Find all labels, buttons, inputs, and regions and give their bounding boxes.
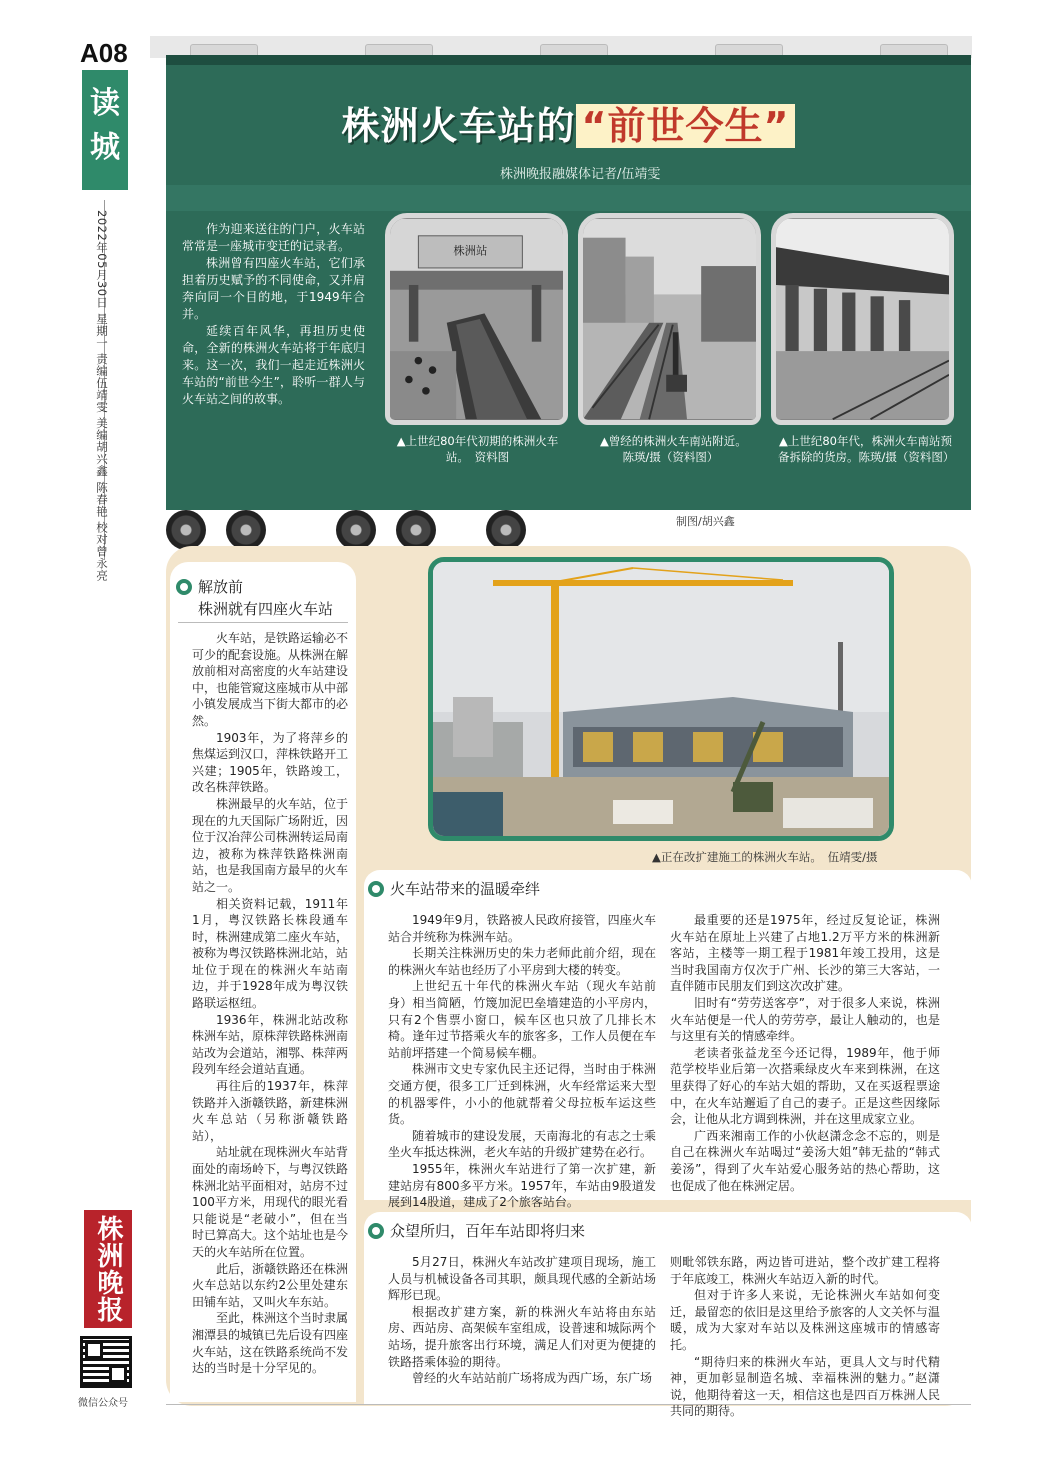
paragraph: 1949年9月，铁路被人民政府接管，四座火车站合并统称为株洲车站。 [388, 913, 656, 944]
paragraph: 最重要的还是1975年，经过反复论证，株洲火车站在原址上兴建了占地1.2万平方米的株洲新客站，主楼等一期工程于1981年竣工投用，这是当时我国南方仅次于广州、长沙的第三大客站，一直伴随市民朋友们到这次改扩建。 [670, 913, 940, 994]
edition-meta: 2022年05月30日 星期一 责编伍靖雯 美编胡兴鑫 陈春艳 校对曾永亮 [95, 210, 109, 582]
intro-paragraph: 株洲曾有四座火车站，它们承担着历史赋予的不同使命，又并肩奔向同一个目的地，于1949年合并。 [182, 256, 365, 321]
train-stripe [166, 185, 971, 211]
section1-body [192, 630, 348, 1377]
station-sign: 株洲站 [453, 243, 488, 258]
paragraph: 旧时有“劳劳送客亭”，对于很多人来说，株洲火车站便是一代人的劳劳亭，最让人触动的，也是与这里有关的情感牵绊。 [670, 995, 940, 1044]
paragraph: 随着城市的建设发展，天南海北的有志之士乘坐火车抵达株洲，老火车站的升级扩建势在必行。 [388, 1128, 656, 1160]
photo-caption: ▲上世纪80年代，株洲火车南站预备拆除的货房。陈瑛/摄（资料图） [778, 434, 955, 464]
paragraph: 根据改扩建方案，新的株洲火车站将由东站房、西站房、高架候车室组成，设普速和城际两个站场，提升旅客出行环境，满足人们对更为便捷的铁路搭乘体验的期待。 [388, 1304, 656, 1369]
paragraph: 1955年，株洲火车站进行了第一次扩建，新建站房有800多平方米。1957年，车站由9股道发展到14股道，建成了2个旅客站台。 [388, 1161, 656, 1210]
paragraph: 此后，浙赣铁路还在株洲火车总站以东约2公里处建东田铺车站，又叫火车东站。 [192, 1261, 349, 1309]
wheel-icon [486, 510, 526, 550]
paragraph: 火车站，是铁路运输必不可少的配套设施。从株洲在解放前相对高密度的火车站建设中，也能管窥这座城市从中部小镇发展成当下街大都市的必然。 [192, 631, 349, 728]
section-tab: 读城 [82, 70, 128, 190]
photo-caption: ▲上世纪80年代初期的株洲火车站。 资料图 [396, 434, 559, 464]
wheel-icon [336, 510, 376, 550]
section1-subheading: 株洲就有四座火车站 [198, 600, 334, 618]
paragraph: 老读者张益龙至今还记得，1989年，他于师范学校毕业后第一次搭乘绿皮火车来到株洲，在这里获得了好心的车站大姐的帮助，又在买返程票途中，在火车站邂逅了自己的妻子。正是这些因缘际会，让他从北方调到株洲，并在这里成家立业。 [670, 1045, 940, 1127]
wheel-icon [166, 510, 206, 550]
intro-paragraph: 延续百年风华，再担历史使命，全新的株洲火车站将于年底归来。这一次，我们一起走近株洲火车站的“前世今生”，聆听一群人与火车站之间的故事。 [182, 324, 365, 406]
construction-image [433, 562, 889, 836]
page-number: A08 [80, 38, 128, 68]
paragraph: 则毗邻铁东路，两边皆可进站，整个改扩建工程将于年底竣工，株洲火车站迈入新的时代。 [670, 1255, 940, 1286]
warehouse-image [776, 218, 949, 420]
paragraph: “期待归来的株洲火车站，更具人文与时代精神，更加彰显制造名城、幸福株洲的魅力。”赵潇说，他期待着这一天，相信这也是四百万株洲人民共同的期待。 [670, 1354, 940, 1419]
bottom-rule [166, 1404, 971, 1405]
south-station-image [583, 218, 756, 420]
photo-caption: ▲正在改扩建施工的株洲火车站。 伍靖雯/摄 [652, 850, 878, 864]
paragraph: 长期关注株洲历史的朱力老师此前介绍，现在的株洲火车站也经历了小平房到大楼的转变。 [388, 946, 656, 977]
ring-bullet-icon [368, 1223, 384, 1239]
photo-old-station[interactable] [385, 213, 568, 425]
art-credit: 制图/胡兴鑫 [676, 515, 735, 528]
section3-heading: 众望所归，百年车站即将归来 [368, 1222, 585, 1240]
section2-col2 [670, 912, 940, 1194]
section3-col1 [388, 1254, 656, 1387]
section2-heading: 火车站带来的温暖牵绊 [368, 880, 540, 898]
photo-caption: ▲曾经的株洲火车南站附近。 陈瑛/摄（资料图） [599, 434, 765, 464]
section1-heading: 解放前 [176, 578, 243, 596]
divider [178, 622, 348, 623]
title-main: 株洲火车站的 [341, 104, 576, 148]
qr-code-icon[interactable] [80, 1336, 132, 1388]
paragraph: 曾经的火车站站前广场将成为西广场，东广场 [412, 1371, 653, 1386]
photo-south-station[interactable] [578, 213, 761, 425]
section3-col2 [670, 1254, 940, 1420]
paragraph: 1936年，株洲北站改称株洲车站，原株萍铁路株洲南站改为会道站，湘鄂、株萍两段列车经会道站直通。 [192, 1012, 349, 1077]
section2-col1 [388, 912, 656, 1211]
paragraph: 1903年，为了将萍乡的焦煤运到汉口，萍株铁路开工兴建；1905年，铁路竣工，改名株萍铁路。 [192, 730, 349, 795]
title-accent: “前世今生” [576, 104, 796, 148]
paragraph: 但对于许多人来说，无论株洲火车站如何变迁，最留恋的依旧是这里给予旅客的人文关怀与温暖，成为大家对车站以及株洲这座城市的情感寄托。 [670, 1288, 940, 1352]
photo-warehouse[interactable] [771, 213, 954, 425]
paragraph: 站址就在现株洲火车站背面处的南场岭下，与粤汉铁路株洲北站平面相对，站房不过100平方米，用现代的眼光看只能说是“老破小”，但在当时已算高大。这个站址也是今天的火车站所在位置。 [192, 1145, 349, 1259]
paragraph: 广西来湘南工作的小伙赵潇念念不忘的，则是自己在株洲火车站喝过“姜汤大姐”韩无盐的“韩式姜汤”，得到了火车站爱心服务站的热心帮助，这也促成了他在株洲定居。 [670, 1128, 940, 1193]
ring-bullet-icon [368, 881, 384, 897]
intro-paragraph: 作为迎来送往的门户，火车站常常是一座城市变迁的记录者。 [182, 222, 365, 253]
page-title [166, 95, 971, 150]
ring-bullet-icon [176, 579, 192, 595]
old-station-image [390, 218, 563, 420]
paragraph: 株洲市文史专家仇民主还记得，当时由于株洲交通方便，很多工厂迁到株洲，火车经常运来大型的机器零件，小小的他就帮着父母拉板车运这些货。 [388, 1062, 656, 1127]
paragraph: 株洲最早的火车站，位于现在的九天国际广场附近，因位于汉冶萍公司株洲转运局南边，被称为株萍铁路株洲南站，也是我国南方最早的火车站之一。 [192, 796, 349, 894]
paragraph: 至此，株洲这个当时隶属湘潭县的城镇已先后设有四座火车站，这在铁路系统尚不发达的当时是十分罕见的。 [192, 1311, 349, 1376]
paragraph: 相关资料记载，1911年1月，粤汉铁路长株段通车时，株洲建成第二座火车站，被称为粤汉铁路株洲北站，站址位于现在的株洲火车站南边，并于1928年成为粤汉铁路联运枢纽。 [192, 896, 349, 1011]
paragraph: 再往后的1937年，株萍铁路并入浙赣铁路，新建株洲火车总站（另称浙赣铁路站）， [192, 1079, 349, 1143]
train-wheels [166, 507, 546, 551]
wheel-icon [226, 510, 266, 550]
qr-label: 微信公众号 [78, 1398, 128, 1409]
intro-text [170, 215, 375, 425]
photo-construction[interactable] [428, 557, 894, 841]
paragraph: 上世纪五十年代的株洲火车站（现火车站前身）相当简陋，竹篾加泥巴垒墙建造的小平房内，只有2个售票小窗口，候车区也只放了几排长木椅。逢年过节搭乘火车的旅客多，工作人员便在车站前坪搭建一个简易候车棚。 [388, 979, 656, 1060]
paragraph: 5月27日，株洲火车站改扩建项目现场，施工人员与机械设备各司其职，颇具现代感的全新站场辉形已现。 [388, 1255, 656, 1303]
brand-logo: 株洲晚报 [84, 1210, 132, 1328]
byline: 株洲晚报融媒体记者/伍靖雯 [500, 167, 661, 182]
wheel-icon [396, 510, 436, 550]
